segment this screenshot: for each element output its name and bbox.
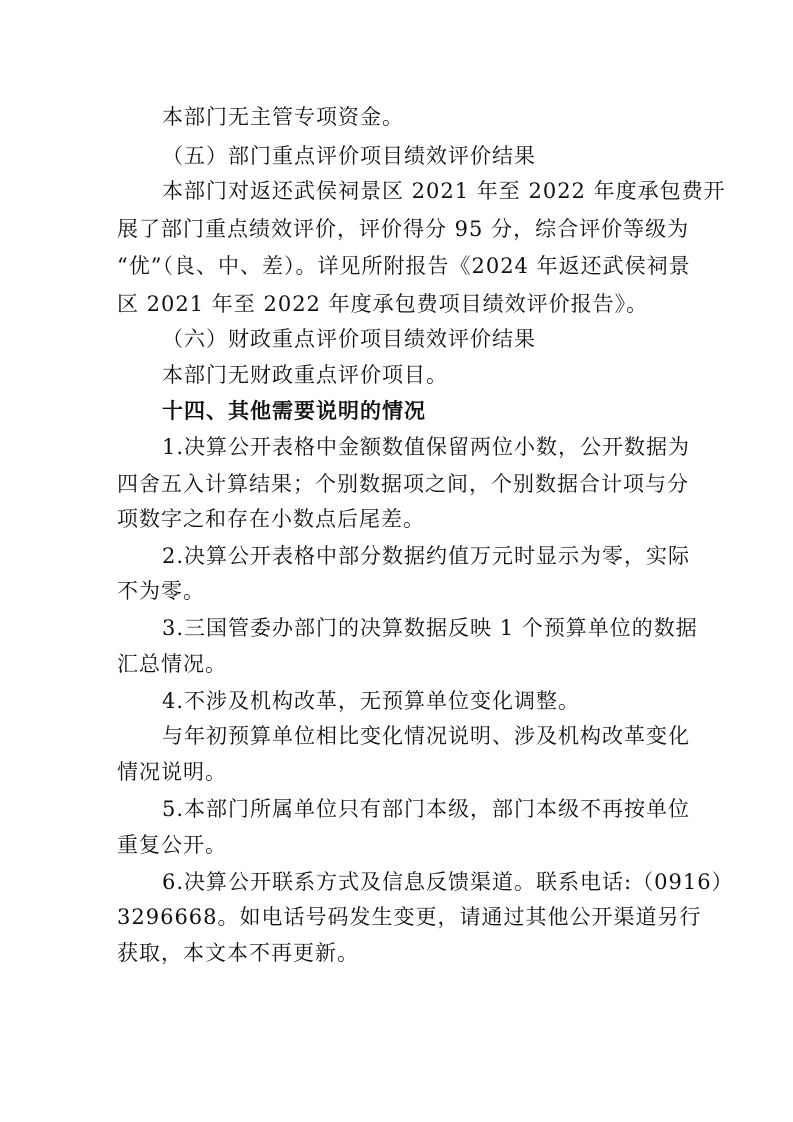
paragraph-line: 2.决算公开表格中部分数据约值万元时显示为零，实际 xyxy=(162,544,691,568)
paragraph-line: 6.决算公开联系方式及信息反馈渠道。联系电话:（0916） xyxy=(162,870,734,894)
paragraph-line: 情况说明。 xyxy=(117,760,227,784)
paragraph-line: 1.决算公开表格中金额数值保留两位小数，公开数据为 xyxy=(162,435,691,459)
chapter-heading: 十四、其他需要说明的情况 xyxy=(162,399,426,423)
paragraph-line: 3296668。如电话号码发生变更，请通过其他公开渠道另行 xyxy=(117,905,702,929)
paragraph-line: 重复公开。 xyxy=(117,833,227,857)
paragraph-line: 与年初预算单位相比变化情况说明、涉及机构改革变化 xyxy=(162,724,690,748)
paragraph-line: 3.三国管委办部门的决算数据反映 1 个预算单位的数据 xyxy=(162,616,698,640)
paragraph-line: 四舍五入计算结果；个别数据项之间，个别数据合计项与分 xyxy=(117,472,689,496)
paragraph-line: 展了部门重点绩效评价，评价得分 95 分，综合评价等级为 xyxy=(117,217,690,241)
section-heading: （五）部门重点评价项目绩效评价结果 xyxy=(162,144,536,168)
paragraph-line: 4.不涉及机构改革，无预算单位变化调整。 xyxy=(162,689,581,713)
paragraph-line: 不为零。 xyxy=(117,579,205,603)
section-heading: （六）财政重点评价项目绩效评价结果 xyxy=(162,327,536,351)
paragraph-line: “优”（良、中、差）。详见所附报告《2024 年返还武侯祠景 xyxy=(117,254,691,278)
paragraph-line: 获取，本文本不再更新。 xyxy=(117,941,359,965)
paragraph-line: 本部门无主管专项资金。 xyxy=(162,105,404,129)
paragraph-line: 区 2021 年至 2022 年度承包费项目绩效评价报告》。 xyxy=(117,292,649,316)
paragraph-line: 本部门无财政重点评价项目。 xyxy=(162,363,448,387)
paragraph-line: 本部门对返还武侯祠景区 2021 年至 2022 年度承包费开 xyxy=(162,179,726,203)
paragraph-line: 项数字之和存在小数点后尾差。 xyxy=(117,507,425,531)
paragraph-line: 5.本部门所属单位只有部门本级，部门本级不再按单位 xyxy=(162,797,691,821)
paragraph-line: 汇总情况。 xyxy=(117,652,227,676)
